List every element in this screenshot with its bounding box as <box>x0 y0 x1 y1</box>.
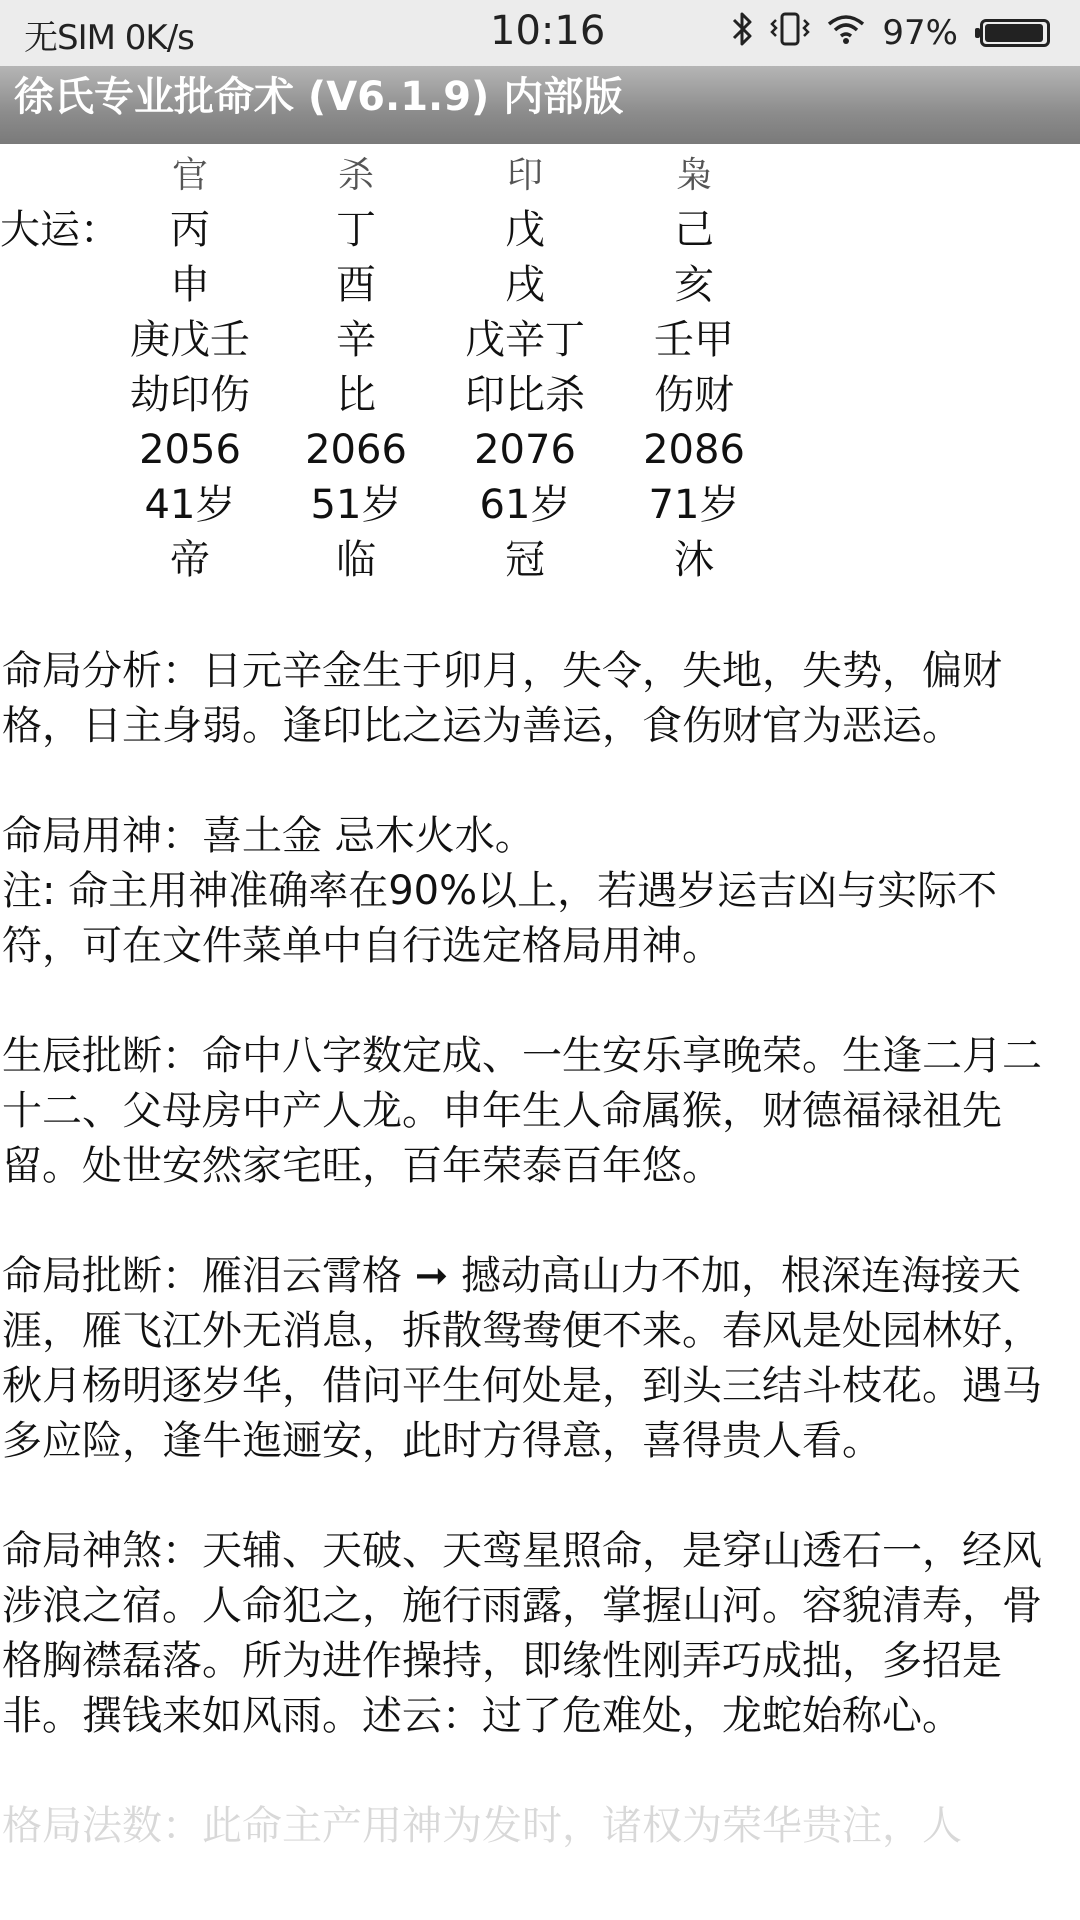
carrier-label: 无SIM <box>24 18 115 58</box>
dayun-row-changsheng <box>0 533 760 588</box>
note-text: 注: 命主用神准确率在90%以上，若遇岁运吉凶与实际不符，可在文件菜单中自行选定格局用神。 <box>2 868 998 969</box>
dayun-row-tiangan <box>0 203 760 258</box>
dayun-cell: 沐 <box>674 537 714 583</box>
dayun-cell: 己 <box>674 207 714 253</box>
dayun-cell: 41岁 <box>144 482 236 528</box>
app-title: 徐氏专业批命术 (V6.1.9) 内部版 <box>14 74 624 120</box>
battery-icon <box>980 19 1050 47</box>
dayun-cell: 丙 <box>170 207 210 253</box>
dayun-cell: 2086 <box>643 427 745 473</box>
dayun-cell: 2076 <box>474 427 576 473</box>
spacer <box>0 1469 1080 1524</box>
dayun-cell: 戌 <box>505 262 545 308</box>
dayun-row-age <box>0 478 760 533</box>
dayun-cell: 伤财 <box>654 372 734 418</box>
dayun-cell: 官 <box>171 155 208 196</box>
dayun-cell: 印 <box>506 155 543 196</box>
yongshen-text: 命局用神：喜土金 忌木火水。 <box>2 813 535 859</box>
status-time: 10:16 <box>490 8 606 54</box>
dayun-cell: 71岁 <box>648 482 740 528</box>
dayun-label: 大运： <box>0 207 120 253</box>
spacer <box>0 1194 1080 1249</box>
battery-percent: 97% <box>882 13 958 53</box>
main-content[interactable] <box>0 144 1080 1854</box>
status-left <box>24 10 194 59</box>
spacer <box>0 974 1080 1029</box>
dayun-cell: 冠 <box>505 537 545 583</box>
network-speed: 0K/s <box>124 18 194 58</box>
dayun-cell: 酉 <box>336 262 376 308</box>
dayun-cell: 申 <box>170 262 210 308</box>
spacer <box>0 1744 1080 1799</box>
dayun-cell: 劫印伤 <box>130 372 250 418</box>
battery-fill <box>985 24 1043 42</box>
dayun-row-shishen <box>0 148 760 203</box>
dayun-row-fuxing <box>0 368 760 423</box>
dayun-cell: 辛 <box>336 317 376 363</box>
dayun-cell: 亥 <box>674 262 714 308</box>
birth-judgment-text: 生辰批断：命中八字数定成、一生安乐享晚荣。生逢二月二十二、父母房中产人龙。申年生人命属猴，财德福禄祖先留。处世安然家宅旺，百年荣泰百年悠。 <box>2 1033 1042 1189</box>
dayun-row-canggan <box>0 313 760 368</box>
dayun-cell: 2066 <box>305 427 407 473</box>
bluetooth-icon <box>730 10 754 57</box>
dayun-cell: 帝 <box>170 537 210 583</box>
wifi-icon <box>826 12 866 55</box>
dayun-cell: 壬甲 <box>654 317 734 363</box>
analysis-text: 命局分析：日元辛金生于卯月，失令，失地，失势，偏财格，日主身弱。逢印比之运为善运，食伤财官为恶运。 <box>2 648 1002 749</box>
dayun-cell: 枭 <box>675 155 712 196</box>
dayun-cell: 61岁 <box>479 482 571 528</box>
dayun-cell: 丁 <box>336 207 376 253</box>
chart-judgment-text: 命局批断：雁泪云霄格 ➞ 撼动高山力不加，根深连海接天涯，雁飞江外无消息，拆散鸳鸯便不来。春风是处园林好，秋月杨明逐岁华，借问平生何处是，到头三结斗枝花。遇马多应险，逢牛迤逦安，此时方得意，喜得贵人看。 <box>2 1253 1042 1464</box>
dayun-cell: 戊 <box>505 207 545 253</box>
dayun-cell: 杀 <box>337 155 374 196</box>
shensha-text: 命局神煞：天辅、天破、天鸾星照命，是穿山透石一，经风涉浪之宿。人命犯之，施行雨露，掌握山河。容貌清寿，骨格胸襟磊落。所为进作操持，即缘性刚弄巧成拙，多招是非。撰钱来如风雨。述云：过了危难处，龙蛇始称心。 <box>2 1528 1042 1739</box>
dayun-row-dizhi <box>0 258 760 313</box>
dayun-cell: 戊辛丁 <box>465 317 585 363</box>
app-title-bar <box>0 66 1080 144</box>
status-bar <box>0 0 1080 66</box>
dayun-row-year <box>0 423 760 478</box>
dayun-cell: 庚戊壬 <box>130 317 250 363</box>
dayun-cell: 2056 <box>139 427 241 473</box>
vibrate-icon <box>770 10 810 57</box>
dayun-cell: 比 <box>336 372 376 418</box>
faded-next-text: 格局法数：此命主产用神为发时，诸权为荣华贵注，人 <box>2 1803 962 1849</box>
spacer <box>0 754 1080 809</box>
dayun-cell: 51岁 <box>310 482 402 528</box>
dayun-cell: 印比杀 <box>465 372 585 418</box>
dayun-table <box>0 144 1080 583</box>
dayun-cell: 临 <box>336 537 376 583</box>
status-right <box>730 10 1050 56</box>
